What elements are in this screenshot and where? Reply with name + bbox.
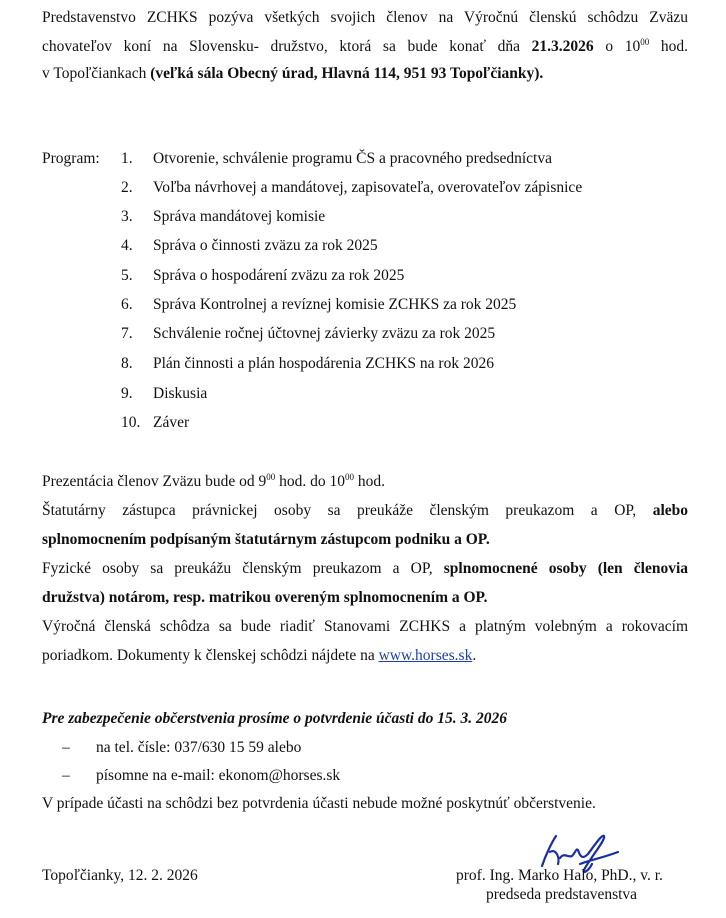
confirmation-phone: na tel. čísle: 037/630 15 59 alebo	[96, 739, 302, 756]
program-item-text: Plán činnosti a plán hospodárenia ZCHKS na rok 2026	[153, 355, 494, 372]
confirmation-note: V prípade účasti na schôdzi bez potvrdenia účasti nebude možné poskytnúť občerstvenie.	[42, 795, 596, 812]
program-item-text: Správa o hospodárení zväzu za rok 2025	[153, 267, 405, 284]
meeting-time-unit: hod.	[649, 38, 688, 55]
rules-period: .	[472, 647, 477, 664]
website-link[interactable]: www.horses.sk	[378, 647, 473, 664]
program-item	[121, 207, 325, 227]
program-item-number: 9.	[121, 385, 133, 402]
presentation-text-mid: hod. do 10	[275, 473, 345, 490]
confirmation-title: Pre zabezpečenie občerstvenia prosíme o potvrdenie účasti do 15. 3. 2026	[42, 710, 507, 727]
intro-line-1	[42, 8, 688, 28]
program-item-text: Otvorenie, schválenie programu ČS a pracovného predsedníctva	[153, 150, 552, 167]
physical-line-1	[42, 559, 688, 579]
program-item-number: 6.	[121, 296, 133, 313]
program-item-text: Správa Kontrolnej a revíznej komisie ZCHKS za rok 2025	[153, 296, 517, 313]
program-item	[121, 324, 495, 344]
program-item	[121, 266, 404, 286]
program-item-text: Schválenie ročnej účtovnej závierky zväzu za rok 2025	[153, 325, 496, 342]
program-item	[121, 236, 378, 256]
program-item	[121, 178, 582, 198]
rules-text: Výročná členská schôdza sa bude riadiť Stanovami ZCHKS a platným volebným a rokovacím	[42, 618, 688, 635]
physical-text: Fyzické osoby sa preukážu členským preukazom a OP,	[42, 560, 433, 577]
program-item	[121, 295, 516, 315]
confirmation-item-phone	[62, 738, 301, 758]
meeting-time: o 10	[593, 38, 641, 55]
meeting-time-minutes: 00	[640, 37, 650, 47]
signatory-name: prof. Ing. Marko Halo, PhD., v. r.	[456, 867, 663, 884]
program-item-text: Správa o činnosti zväzu za rok 2025	[153, 237, 378, 254]
program-item-number: 4.	[121, 237, 133, 254]
statutory-text-bold: alebo	[652, 502, 689, 519]
presentation-text: Prezentácia členov Zväzu bude od 9	[42, 473, 267, 490]
rules-line-1	[42, 617, 688, 637]
program-item-text: Záver	[153, 414, 190, 431]
presentation-start-minutes: 00	[266, 472, 276, 482]
program-item-number: 8.	[121, 355, 133, 372]
rules-text-2: poriadkom. Dokumenty k členskej schôdzi nájdete na	[42, 647, 379, 664]
program-item-text: Správa mandátovej komisie	[153, 208, 326, 225]
program-item-number: 3.	[121, 208, 133, 225]
program-item	[121, 149, 552, 169]
statutory-line-1	[42, 501, 688, 521]
presentation-end-minutes: 00	[344, 472, 354, 482]
program-item-number: 2.	[121, 179, 133, 196]
program-item-number: 1.	[121, 150, 133, 167]
place-date: Topoľčianky, 12. 2. 2026	[42, 867, 198, 884]
program-item-number: 7.	[121, 325, 133, 342]
program-item	[121, 354, 494, 374]
program-item-text: Diskusia	[153, 385, 208, 402]
physical-requirement: družstva) notárom, resp. matrikou overeným splnomocnením a OP.	[42, 589, 488, 606]
confirmation-email: písomne na e-mail: ekonom@horses.sk	[96, 767, 341, 784]
intro-text-1: Predstavenstvo ZCHKS pozýva všetkých svojich členov na Výročnú členskú schôdzu Zväzu	[42, 9, 688, 26]
dash-bullet: –	[62, 767, 70, 784]
program-label: Program:	[42, 150, 100, 167]
meeting-date: 21.3.2026	[531, 38, 594, 55]
statutory-requirement: splnomocnením podpísaným štatutárnym zástupcom podniku a OP.	[42, 531, 490, 548]
program-item-number: 10.	[121, 414, 141, 431]
confirmation-item-email	[62, 766, 340, 786]
presentation-line	[42, 472, 385, 492]
statutory-line-2	[42, 530, 490, 550]
program-item	[121, 384, 207, 404]
program-item	[121, 413, 189, 433]
dash-bullet: –	[62, 739, 70, 756]
intro-line-2	[42, 37, 688, 57]
rules-line-2	[42, 646, 476, 666]
intro-text-2: chovateľov koní na Slovensku- družstvo, ktorá sa bude konať dňa	[42, 38, 532, 55]
program-item-number: 5.	[121, 267, 133, 284]
program-item-text: Voľba návrhovej a mandátovej, zapisovateľa, overovateľov zápisnice	[153, 179, 583, 196]
statutory-text: Štatutárny zástupca právnickej osoby sa preukáže členským preukazom a OP,	[42, 502, 637, 519]
presentation-text-end: hod.	[353, 473, 385, 490]
intro-line-3	[42, 64, 543, 84]
physical-text-bold: splnomocnené osoby (len členovia	[443, 560, 689, 577]
physical-line-2	[42, 588, 487, 608]
intro-location-prefix: v Topoľčiankach	[42, 65, 151, 82]
meeting-venue: (veľká sála Obecný úrad, Hlavná 114, 951 93 Topoľčianky).	[150, 65, 544, 82]
signatory-role: predseda predstavenstva	[486, 886, 638, 903]
